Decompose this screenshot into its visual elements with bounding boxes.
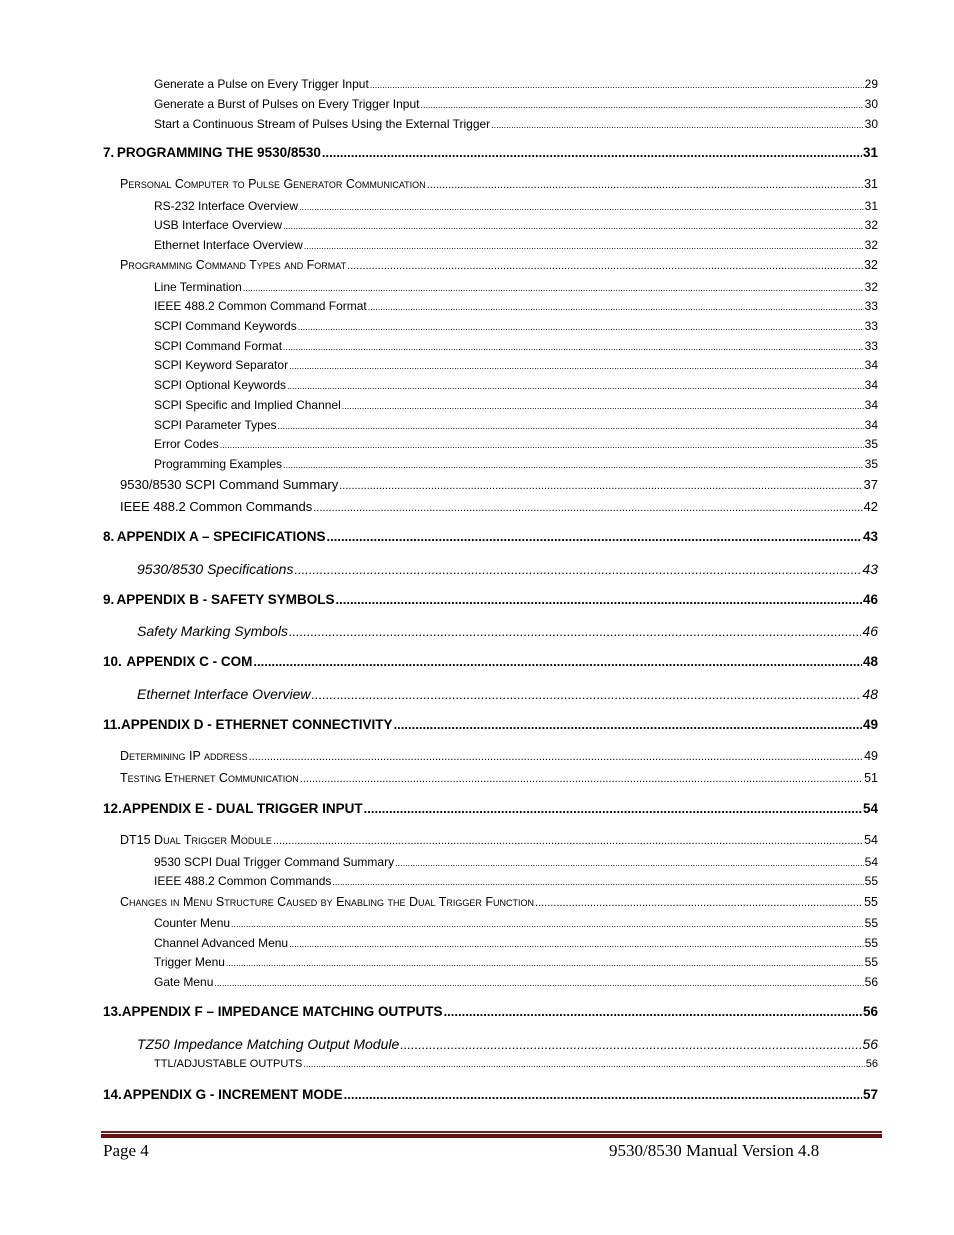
toc-leader	[289, 361, 864, 371]
toc-leader	[289, 939, 864, 949]
toc-leader	[298, 322, 864, 332]
toc-entry-page: 56	[864, 975, 878, 989]
toc-entry-title: SCPI Specific and Implied Channel	[154, 398, 341, 412]
toc-section-entry[interactable]	[120, 833, 878, 847]
toc-entry-title: 9530 SCPI Dual Trigger Command Summary	[154, 855, 395, 869]
toc-chapter-number: 14.	[103, 1087, 122, 1102]
toc-entry-page: 35	[864, 457, 878, 471]
toc-entry-page: 34	[864, 358, 878, 372]
toc-leader	[299, 202, 864, 212]
toc-section-entry[interactable]	[120, 499, 878, 514]
toc-entry-title: IEEE 488.2 Common Commands	[120, 499, 313, 514]
footer-page-number: Page 4	[103, 1141, 149, 1160]
toc-entry[interactable]	[154, 936, 878, 950]
toc-chapter-number: 10.	[103, 654, 122, 669]
toc-section-entry[interactable]	[120, 749, 878, 763]
toc-entry-title: Determining IP address	[120, 749, 248, 763]
toc-entry-title: Generate a Pulse on Every Trigger Input	[154, 77, 369, 91]
toc-entry-page: 29	[864, 77, 878, 91]
toc-entry-title: APPENDIX C - COM	[126, 654, 253, 669]
toc-entry[interactable]	[154, 916, 878, 930]
toc-entry-page: 49	[862, 717, 878, 732]
toc-chapter-entry[interactable]	[103, 1087, 878, 1102]
toc-entry-title: TZ50 Impedance Matching Output Module	[137, 1036, 400, 1052]
toc-chapter-number: 7.	[103, 145, 115, 160]
toc-chapter-entry[interactable]	[103, 654, 878, 669]
toc-leader	[243, 283, 864, 293]
toc-leader	[327, 529, 862, 544]
toc-entry-page: 31	[862, 145, 878, 160]
toc-entry-title: 9530/8530 SCPI Command Summary	[120, 477, 339, 492]
toc-leader	[535, 897, 863, 909]
toc-section-entry[interactable]	[137, 1036, 878, 1052]
toc-entry-page: 42	[863, 499, 878, 514]
toc-entry-title: Programming Command Types and Format	[120, 258, 347, 272]
toc-entry-page: 56	[862, 1036, 878, 1052]
toc-entry[interactable]	[154, 280, 878, 294]
toc-entry[interactable]	[154, 874, 878, 888]
toc-entry-page: 33	[864, 299, 878, 313]
toc-entry[interactable]	[154, 199, 878, 213]
toc-entry[interactable]	[154, 238, 878, 252]
toc-entry-title: IEEE 488.2 Common Commands	[154, 874, 332, 888]
toc-leader	[368, 302, 864, 312]
toc-entry-page: 32	[864, 218, 878, 232]
toc-leader	[312, 687, 862, 702]
toc-leader	[249, 751, 864, 763]
toc-entry-title: Changes in Menu Structure Caused by Enabling the Dual Trigger Function	[120, 895, 534, 909]
toc-entry-page: 55	[864, 895, 878, 909]
toc-entry[interactable]	[154, 398, 878, 412]
toc-leader	[364, 801, 862, 816]
toc-entry-page: 43	[862, 561, 878, 577]
toc-entry-page: 37	[863, 477, 878, 492]
toc-entry[interactable]	[154, 457, 878, 471]
toc-entry-page: 30	[864, 117, 878, 131]
toc-entry-page: 34	[864, 418, 878, 432]
toc-entry-title: Safety Marking Symbols	[137, 623, 288, 639]
toc-leader	[491, 120, 863, 130]
toc-leader	[444, 1004, 862, 1019]
toc-entry[interactable]	[154, 418, 878, 432]
toc-leader	[344, 1087, 862, 1102]
toc-entry[interactable]	[154, 955, 878, 969]
toc-leader	[394, 717, 862, 732]
toc-entry-title: APPENDIX A – SPECIFICATIONS	[116, 529, 326, 544]
toc-leader	[278, 421, 864, 431]
toc-leader	[304, 241, 864, 251]
toc-entry-page: 34	[864, 378, 878, 392]
toc-entry-title: SCPI Optional Keywords	[154, 378, 287, 392]
toc-entry[interactable]	[154, 299, 878, 313]
toc-leader	[283, 342, 864, 352]
toc-leader	[347, 260, 863, 272]
toc-entry-page: 43	[862, 529, 878, 544]
toc-leader	[220, 440, 864, 450]
toc-entry[interactable]	[154, 855, 878, 869]
toc-entry-title: Line Termination	[154, 280, 242, 294]
toc-leader	[336, 592, 862, 607]
toc-section-entry[interactable]	[137, 561, 878, 577]
toc-leader	[294, 562, 861, 577]
toc-section-entry[interactable]	[120, 771, 878, 785]
toc-chapter-number: 12.	[103, 801, 122, 816]
toc-chapter-entry[interactable]	[103, 1004, 878, 1019]
toc-entry-title: DT15 Dual Trigger Module	[120, 833, 272, 847]
toc-section-entry[interactable]	[137, 686, 878, 702]
toc-leader	[339, 480, 862, 492]
toc-entry-title: Channel Advanced Menu	[154, 936, 289, 950]
toc-entry-page: 54	[864, 833, 878, 847]
toc-chapter-number: 8.	[103, 529, 115, 544]
toc-entry-title: Ethernet Interface Overview	[137, 686, 311, 702]
toc-entry[interactable]	[154, 77, 878, 91]
toc-section-entry[interactable]	[120, 477, 878, 492]
toc-entry-page: 55	[864, 955, 878, 969]
toc-entry-page: 46	[862, 592, 878, 607]
toc-entry-page: 34	[864, 398, 878, 412]
toc-entry-title: APPENDIX G - INCREMENT MODE	[122, 1087, 343, 1102]
toc-leader	[332, 877, 863, 887]
toc-chapter-entry[interactable]	[103, 592, 878, 607]
toc-leader	[214, 978, 863, 988]
toc-entry-title: SCPI Command Keywords	[154, 319, 297, 333]
toc-entry-page: 30	[864, 97, 878, 111]
toc-entry-page: 33	[864, 319, 878, 333]
toc-entry-title: APPENDIX E - DUAL TRIGGER INPUT	[122, 801, 363, 816]
toc-chapter-entry[interactable]	[103, 145, 878, 160]
toc-entry-title: Gate Menu	[154, 975, 214, 989]
toc-entry-page: 55	[864, 936, 878, 950]
toc-entry-page: 35	[864, 437, 878, 451]
toc-leader	[303, 1059, 864, 1069]
toc-entry-page: 49	[864, 749, 878, 763]
toc-entry[interactable]	[154, 378, 878, 392]
toc-entry-title: IEEE 488.2 Common Command Format	[154, 299, 367, 313]
toc-entry[interactable]	[154, 339, 878, 353]
toc-entry-title: TTL/ADJUSTABLE OUTPUTS	[154, 1058, 303, 1070]
toc-leader	[313, 502, 862, 514]
toc-entry-page: 32	[864, 238, 878, 252]
toc-leader	[342, 401, 864, 411]
toc-entry-title: SCPI Parameter Types	[154, 418, 277, 432]
toc-entry-title: Testing Ethernet Communication	[120, 771, 299, 785]
toc-leader	[370, 80, 864, 90]
toc-leader	[283, 221, 864, 231]
toc-entry-title: Personal Computer to Pulse Generator Communication	[120, 177, 426, 191]
toc-leader	[283, 460, 864, 470]
toc-entry-page: 32	[864, 258, 878, 272]
toc-chapter-number: 9.	[103, 592, 115, 607]
toc-entry-title: SCPI Keyword Separator	[154, 358, 289, 372]
toc-entry[interactable]	[154, 319, 878, 333]
toc-leader	[253, 654, 862, 669]
toc-chapter-entry[interactable]	[103, 529, 878, 544]
toc-entry[interactable]	[154, 117, 878, 131]
toc-entry-title: APPENDIX B - SAFETY SYMBOLS	[116, 592, 335, 607]
toc-chapter-number: 13.	[103, 1004, 122, 1019]
footer-divider-thin	[101, 1131, 882, 1133]
toc-entry-page: 48	[862, 686, 878, 702]
toc-entry-title: APPENDIX F – IMPEDANCE MATCHING OUTPUTS	[121, 1004, 443, 1019]
toc-entry[interactable]	[154, 97, 878, 111]
toc-leader	[289, 624, 861, 639]
toc-section-entry[interactable]	[137, 623, 878, 639]
toc-leader	[395, 858, 864, 868]
toc-leader	[300, 773, 863, 785]
toc-chapter-entry[interactable]	[103, 717, 878, 732]
toc-entry-page: 51	[864, 771, 878, 785]
toc-entry-title: USB Interface Overview	[154, 218, 283, 232]
toc-entry-title: APPENDIX D - ETHERNET CONNECTIVITY	[121, 717, 393, 732]
toc-chapter-entry[interactable]	[103, 801, 878, 816]
toc-entry-page: 57	[862, 1087, 878, 1102]
toc-entry[interactable]	[154, 218, 878, 232]
toc-section-entry[interactable]	[120, 258, 878, 272]
toc-leader	[322, 145, 862, 160]
toc-entry-title: Ethernet Interface Overview	[154, 238, 303, 252]
toc-entry-page: 54	[862, 801, 878, 816]
toc-entry-page: 56	[865, 1058, 878, 1070]
toc-leader	[231, 919, 864, 929]
toc-entry-page: 32	[864, 280, 878, 294]
toc-entry-page: 56	[862, 1004, 878, 1019]
toc-section-entry[interactable]	[120, 895, 878, 909]
toc-entry-title: Start a Continuous Stream of Pulses Using the External Trigger	[154, 117, 491, 131]
toc-entry-page: 55	[864, 874, 878, 888]
toc-entry-title: Error Codes	[154, 437, 219, 451]
toc-entry-page: 31	[864, 177, 878, 191]
toc-section-entry[interactable]	[120, 177, 878, 191]
toc-entry-title: Programming Examples	[154, 457, 283, 471]
toc-entry[interactable]	[154, 975, 878, 989]
toc-leader	[400, 1037, 861, 1052]
toc-chapter-number: 11.	[103, 717, 122, 732]
footer-manual-version: 9530/8530 Manual Version 4.8	[609, 1141, 820, 1160]
toc-entry-title: Generate a Burst of Pulses on Every Trigger Input	[154, 97, 420, 111]
toc-entry[interactable]	[154, 1058, 878, 1070]
toc-entry-title: RS-232 Interface Overview	[154, 199, 299, 213]
toc-entry[interactable]	[154, 437, 878, 451]
toc-entry-page: 48	[862, 654, 878, 669]
toc-entry-page: 31	[864, 199, 878, 213]
toc-leader	[427, 179, 863, 191]
toc-leader	[226, 958, 864, 968]
toc-entry-page: 46	[862, 623, 878, 639]
footer-divider-thick	[101, 1134, 882, 1138]
toc-entry-title: PROGRAMMING THE 9530/8530	[116, 145, 321, 160]
toc-entry-title: Counter Menu	[154, 916, 231, 930]
toc-entry-title: SCPI Command Format	[154, 339, 283, 353]
toc-entry-page: 55	[864, 916, 878, 930]
toc-entry-page: 33	[864, 339, 878, 353]
toc-entry-page: 54	[864, 855, 878, 869]
toc-entry-title: 9530/8530 Specifications	[137, 561, 294, 577]
toc-leader	[273, 835, 863, 847]
toc-entry-title: Trigger Menu	[154, 955, 225, 969]
toc-leader	[287, 381, 864, 391]
toc-entry[interactable]	[154, 358, 878, 372]
toc-leader	[420, 100, 863, 110]
